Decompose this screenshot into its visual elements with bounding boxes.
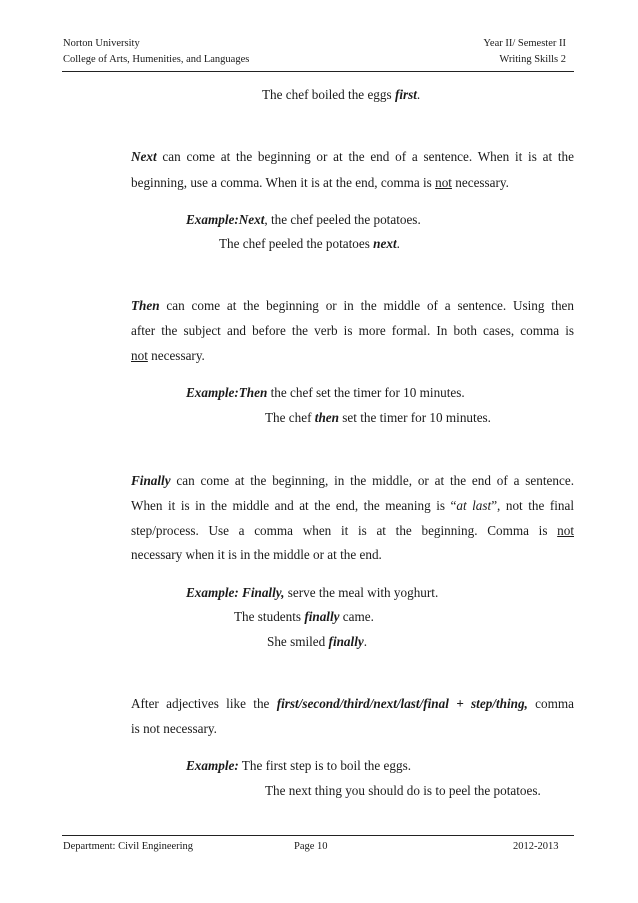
next-paragraph-line-1: Next can come at the beginning or at the end of a sentence. When it is at the [131,149,574,164]
college-name: College of Arts, Humenities, and Languages [63,54,250,65]
finally-example-1: Example: Finally, serve the meal with yoghurt. [186,585,439,600]
finally-example-3: She smiled finally. [267,634,368,649]
footer-years: 2012-2013 [513,841,559,852]
adjectives-paragraph-line-2: is not necessary. [131,721,217,736]
page-header-left [63,36,249,68]
then-example-2: The chef then set the timer for 10 minutes. [265,410,491,425]
term-finally: Finally [131,473,171,488]
then-paragraph-line-3: not necessary. [131,348,205,363]
course-name: Writing Skills 2 [499,54,566,65]
then-paragraph-line-1: Then can come at the beginning or in the middle of a sentence. Using then [131,298,574,313]
year-semester: Year II/ Semester II [483,38,566,49]
next-example-1: Example:Next, the chef peeled the potatoes. [186,212,421,227]
footer-divider [62,835,574,836]
page-number: Page 10 [294,841,328,852]
then-example-1: Example:Then the chef set the timer for 10 minutes. [186,385,465,400]
finally-example-2: The students finally came. [234,609,374,624]
then-paragraph-line-2: after the subject and before the verb is more formal. In both cases, comma is [131,323,574,338]
example-first: The chef boiled the eggs first. [262,87,421,102]
page-header-right [483,36,566,68]
finally-paragraph-line-1: Finally can come at the beginning, in the middle, or at the end of a sentence. [131,473,574,488]
university-name: Norton University [63,38,140,49]
adjectives-paragraph-line-1: After adjectives like the first/second/third/next/last/final + step/thing, comma [131,696,574,711]
next-paragraph-line-2: beginning, use a comma. When it is at the end, comma is not necessary. [131,175,509,190]
term-then: Then [131,298,160,313]
footer-department: Department: Civil Engineering [63,841,194,852]
finally-paragraph-line-3: step/process. Use a comma when it is at the beginning. Comma is not [131,523,574,538]
finally-paragraph-line-2: When it is in the middle and at the end, the meaning is “at last”, not the final [131,498,575,513]
adjectives-example-1: Example: The first step is to boil the eggs. [186,758,412,773]
adjectives-example-2: The next thing you should do is to peel the potatoes. [265,783,541,798]
header-divider [62,71,574,72]
term-next: Next [131,149,157,164]
finally-paragraph-line-4: necessary when it is in the middle or at the end. [131,547,382,562]
next-example-2: The chef peeled the potatoes next. [219,236,400,251]
